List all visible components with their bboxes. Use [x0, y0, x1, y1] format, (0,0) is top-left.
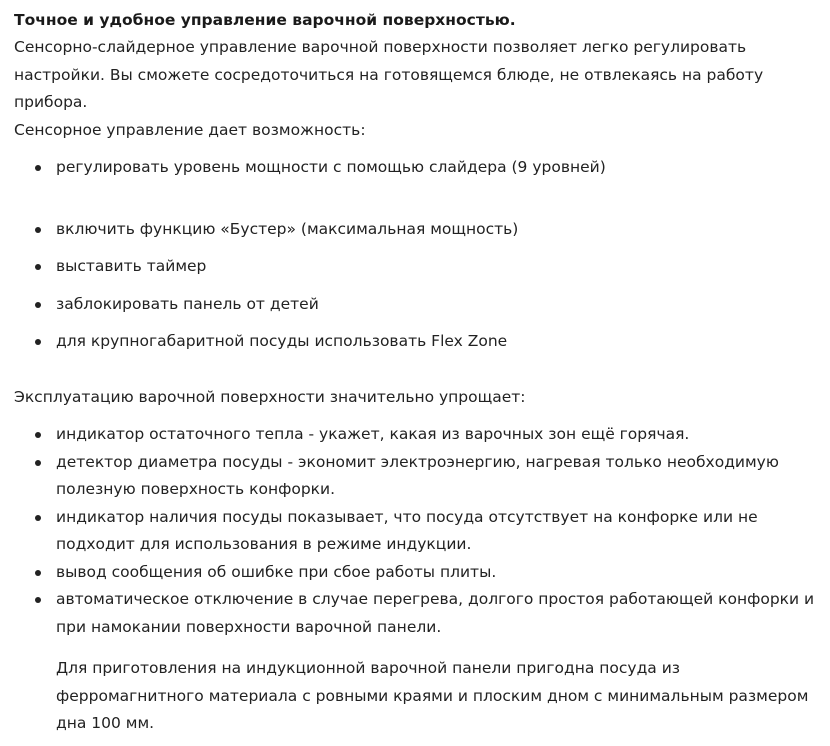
list-item: выставить таймер	[14, 253, 826, 281]
sensor-features-list	[14, 154, 826, 356]
list-item: регулировать уровень мощности с помощью слайдера (9 уровней)	[14, 154, 826, 182]
list-item: индикатор наличия посуды показывает, что посуда отсутствует на конфорке или не подходит для использования в режиме индукции.	[14, 504, 826, 559]
list-item: автоматическое отключение в случае перегрева, долгого простоя работающей конфорки и при намокании поверхности варочной панели.	[14, 586, 826, 641]
product-description	[14, 6, 826, 738]
operation-features-list	[14, 421, 826, 641]
intro-paragraph: Сенсорно-слайдерное управление варочной поверхности позволяет легко регулировать настройки. Вы сможете сосредоточиться на готовящемся блюде, не отвлекаясь на работу прибора.	[14, 38, 764, 111]
cookware-note: Для приготовления на индукционной варочной панели пригодна посуда из ферромагнитного материала с ровными краями и плоским дном с минимальным размером дна 100 мм.	[56, 659, 809, 732]
list-item: детектор диаметра посуды - экономит электроэнергию, нагревая только необходимую полезную поверхность конфорки.	[14, 449, 826, 504]
operation-intro: Эксплуатацию варочной поверхности значительно упрощает:	[14, 387, 526, 406]
list-item: включить функцию «Бустер» (максимальная мощность)	[14, 216, 826, 244]
list-item: индикатор остаточного тепла - укажет, какая из варочных зон ещё горячая.	[14, 421, 826, 449]
list-item: заблокировать панель от детей	[14, 291, 826, 319]
list-item: для крупногабаритной посуды использовать Flex Zone	[14, 328, 826, 356]
sensor-intro: Сенсорное управление дает возможность:	[14, 120, 366, 139]
section-heading: Точное и удобное управление варочной поверхностью.	[14, 11, 516, 29]
list-item: вывод сообщения об ошибке при сбое работы плиты.	[14, 559, 826, 587]
